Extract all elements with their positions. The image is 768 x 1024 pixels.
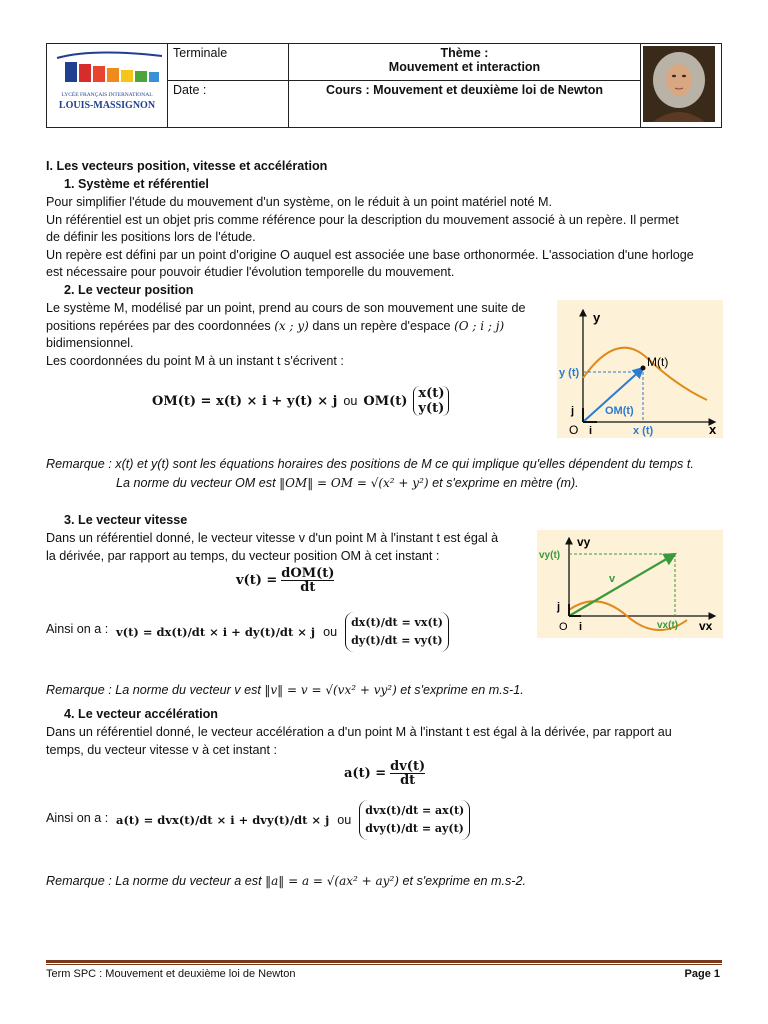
paragraph-4a: Le système M, modélisé par un point, prend au cours de son mouvement une suite de (46, 301, 526, 315)
ainsi-acceleration: Ainsi on a : (46, 811, 109, 825)
paragraph-3a: Un repère est défini par un point d'origine O auquel est associée une base orthonormée. L'association d'une horloge (46, 248, 694, 262)
velocity-figure (537, 530, 723, 638)
header-table (46, 43, 722, 128)
label-j: j (571, 405, 575, 417)
course-cell: Cours : Mouvement et deuxième loi de Newton (289, 80, 641, 127)
axis-vy-label: vy (577, 535, 591, 549)
paragraph-7b: temps, du vecteur vitesse v à cet instant : (46, 743, 277, 757)
equation-velocity-components: v(t) = dx(t)/dt × i + dy(t)/dt × j ou dx(t)/dt = vx(t) dy(t)/dt = vy(t) (116, 612, 449, 652)
paragraph-6b: la dérivée, par rapport au temps, du vecteur position OM à cet instant : (46, 549, 440, 563)
ainsi-velocity: Ainsi on a : (46, 622, 109, 636)
footer-rule (46, 960, 722, 963)
label-i2: i (579, 621, 583, 633)
level-cell: Terminale (168, 44, 289, 81)
paragraph-2a: Un référentiel est un objet pris comme référence pour la description du mouvement associé à un repère. Il permet (46, 213, 679, 227)
subsection-2: 2. Le vecteur position (64, 283, 194, 297)
label-v: v (609, 573, 616, 585)
portrait-cell (641, 44, 722, 128)
school-line1: LYCÉE FRANÇAIS INTERNATIONAL (61, 92, 153, 98)
paragraph-3b: est nécessaire pour pouvoir étudier l'évolution temporelle du mouvement. (46, 265, 455, 279)
axis-y-label: y (593, 310, 601, 325)
axis-x-label: x (709, 422, 717, 437)
equation-velocity: v(t) = $\frac{\text{dOM(t)}}{dt}$ (236, 566, 335, 595)
label-mt: M(t) (647, 355, 669, 369)
paragraph-1: Pour simplifier l'étude du mouvement d'un système, on le réduit à un point matériel noté M. (46, 195, 553, 209)
position-graph (557, 300, 723, 438)
paragraph-7a: Dans un référentiel donné, le vecteur accélération a d'un point M à l'instant t est égal à la dérivée, par rapport au (46, 725, 672, 739)
label-origin2: O (559, 621, 568, 633)
section-title: I. Les vecteurs position, vitesse et accélération (46, 159, 328, 173)
remark-1b: La norme du vecteur OM est ‖OM‖ = OM = √(x² + y²) et s'exprime en mètre (m). (116, 476, 579, 490)
paragraph-6a: Dans un référentiel donné, le vecteur vitesse v d'un point M à l'instant t est égal à (46, 531, 499, 545)
school-line2: LOUIS-MASSIGNON (58, 100, 156, 111)
theme-label: Thème : (440, 46, 489, 60)
label-xt: x (t) (633, 425, 654, 437)
equation-position: OM(t) = x(t) × i + y(t) × j ou OM(t) x(t) y(t) (152, 386, 449, 416)
label-i: i (589, 425, 593, 437)
subsection-1: 1. Système et référentiel (64, 177, 209, 191)
theme-cell (289, 44, 641, 81)
school-logo-cell (47, 44, 168, 128)
velocity-graph (537, 530, 723, 638)
paragraph-2b: de définir les positions lors de l'étude. (46, 230, 256, 244)
subsection-4: 4. Le vecteur accélération (64, 707, 219, 721)
footer-left: Term SPC : Mouvement et deuxième loi de Newton (46, 968, 296, 980)
paragraph-5: Les coordonnées du point M à un instant t s'écrivent : (46, 354, 344, 368)
label-j2: j (557, 601, 561, 613)
equation-acceleration: a(t) = $\frac{dv(t)}{dt}$ (344, 759, 426, 788)
school-logo (47, 44, 167, 124)
remark-2: Remarque : La norme du vecteur v est ‖v‖ = v = √(vx² + vy²) et s'exprime en m.s-1. (46, 683, 524, 697)
date-cell: Date : (168, 80, 289, 127)
position-figure (557, 300, 723, 438)
label-om: OM(t) (605, 405, 634, 417)
axis-vx-label: vx (699, 619, 713, 633)
theme-value: Mouvement et interaction (388, 60, 541, 74)
remark-1a: Remarque : x(t) et y(t) sont les équations horaires des positions de M ce qui implique qu'elles dépendent du temps t. (46, 457, 694, 471)
footer-rule-thin (46, 964, 722, 965)
label-vyt: vy(t) (539, 550, 561, 561)
newton-portrait (643, 46, 715, 122)
subsection-3: 3. Le vecteur vitesse (64, 513, 188, 527)
paragraph-4c: bidimensionnel. (46, 336, 134, 350)
label-origin: O (569, 423, 579, 437)
label-vxt: vx(t) (657, 620, 679, 631)
label-yt: y (t) (559, 367, 580, 379)
remark-3: Remarque : La norme du vecteur a est ‖a‖ = a = √(ax² + ay²) et s'exprime en m.s-2. (46, 874, 526, 888)
footer-page: Page 1 (684, 968, 720, 980)
paragraph-4b: positions repérées par des coordonnées (x ; y) dans un repère d'espace (O ; i ; j) (46, 319, 505, 333)
equation-acceleration-components: a(t) = dvx(t)/dt × i + dvy(t)/dt × j ou dvx(t)/dt = ax(t) dvy(t)/dt = ay(t) (116, 800, 470, 840)
